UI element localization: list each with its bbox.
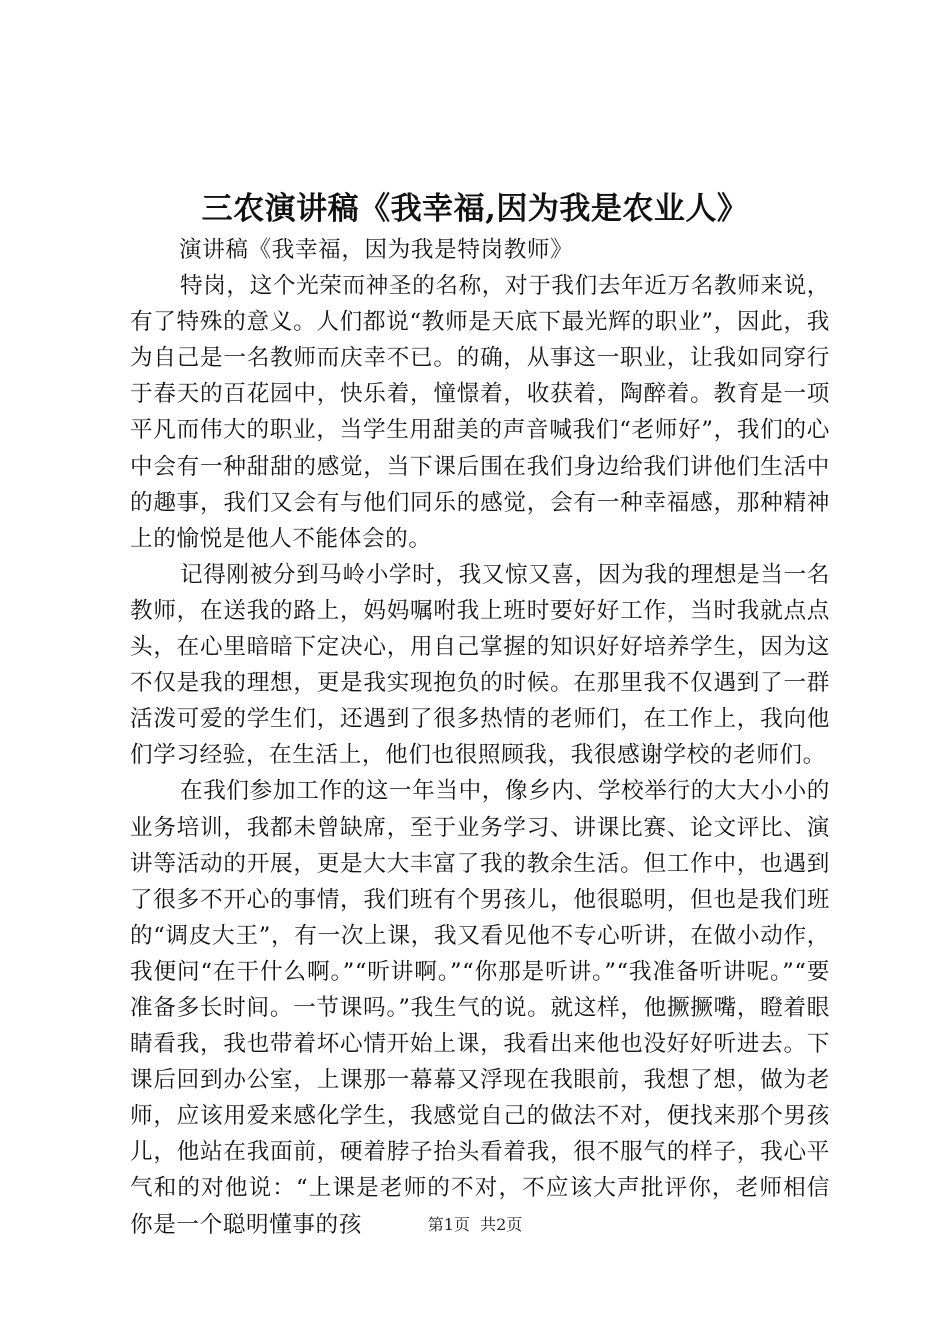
document-subtitle: 演讲稿《我幸福，因为我是特岗教师》	[179, 237, 574, 263]
document-body	[130, 232, 830, 1243]
body-paragraph: 记得刚被分到马岭小学时，我又惊又喜，因为我的理想是当一名教师，在送我的路上，妈妈嘱咐我上班时要好好工作，当时我就点点头，在心里暗暗下定决心，用自己掌握的知识好好培养学生，因为这不仅是我的理想，更是我实现抱负的时候。在那里我不仅遇到了一群活泼可爱的学生们，还遇到了很多热情的老师们，在工作上，我向他们学习经验，在生活上，他们也很照顾我，我很感谢学校的老师们。	[130, 561, 830, 769]
body-paragraph: 特岗，这个光荣而神圣的名称，对于我们去年近万名教师来说，有了特殊的意义。人们都说“教师是天底下最光辉的职业”，因此，我为自己是一名教师而庆幸不已。的确，从事这一职业，让我如同穿行于春天的百花园中，快乐着，憧憬着，收获着，陶醉着。教育是一项平凡而伟大的职业，当学生用甜美的声音喊我们“老师好”，我们的心中会有一种甜甜的感觉，当下课后围在我们身边给我们讲他们生活中的趣事，我们又会有与他们同乐的感觉，会有一种幸福感，那种精神上的愉悦是他人不能体会的。	[130, 273, 830, 552]
document-title: 三农演讲稿《我幸福,因为我是农业人》	[201, 191, 749, 227]
page-number-footer: 第1页 共2页	[427, 1215, 523, 1234]
body-paragraph: 在我们参加工作的这一年当中，像乡内、学校举行的大大小小的业务培训，我都未曾缺席，至于业务学习、讲课比赛、论文评比、演讲等活动的开展，更是大大丰富了我的教余生活。但工作中，也遇到了很多不开心的事情，我们班有个男孩儿，他很聪明，但也是我们班的“调皮大王”，有一次上课，我又看见他不专心听讲，在做小动作，我便问“在干什么啊。”“听讲啊。”“你那是听讲。”“我准备听讲呢。”“要准备多长时间。一节课吗。”我生气的说。就这样，他撅撅嘴，瞪着眼睛看我，我也带着坏心情开始上课，我看出来他也没好好听进去。下课后回到办公室，上课那一幕幕又浮现在我眼前，我想了想，做为老师，应该用爱来感化学生，我感觉自己的做法不对，便找来那个男孩儿，他站在我面前，硬着脖子抬头看着我，很不服气的样子，我心平气和的对他说：“上课是老师的不对，不应该大声批评你，老师相信你是一个聪明懂事的孩	[130, 778, 830, 1238]
